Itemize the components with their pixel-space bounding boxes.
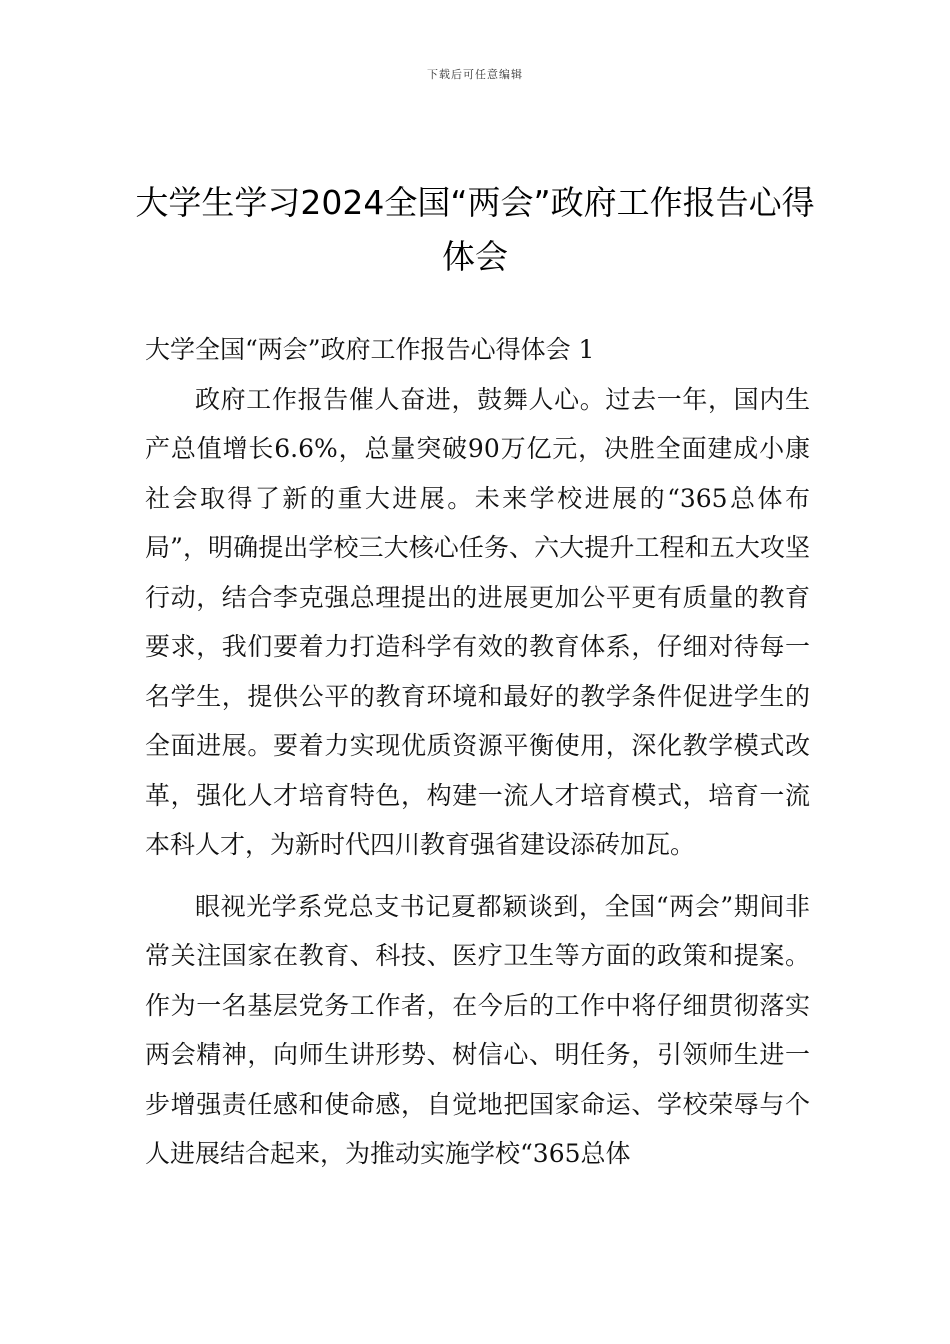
document-title: 大学生学习2024全国“两会”政府工作报告心得体会 xyxy=(135,183,815,276)
header-note: 下载后可任意编辑 xyxy=(427,68,523,81)
section-heading: 大学全国“两会”政府工作报告心得体会 1 xyxy=(145,335,595,364)
paragraph: 眼视光学系党总支书记夏都颖谈到，全国“两会”期间非常关注国家在教育、科技、医疗卫生等方面的政策和提案。作为一名基层党务工作者，在今后的工作中将仔细贯彻落实两会精神，向师生讲形势、树信心、明任务，引领师生进一步增强责任感和使命感，自觉地把国家命运、学校荣辱与个人进展结合起来，为推动实施学校“365总体 xyxy=(145,891,810,1168)
paragraph: 政府工作报告催人奋进，鼓舞人心。过去一年，国内生产总值增长6.6%，总量突破90万亿元，决胜全面建成小康社会取得了新的重大进展。未来学校进展的“365总体布局”，明确提出学校三大核心任务、六大提升工程和五大攻坚行动，结合李克强总理提出的进展更加公平更有质量的教育要求，我们要着力打造科学有效的教育体系，仔细对待每一名学生，提供公平的教育环境和最好的教学条件促进学生的全面进展。要着力实现优质资源平衡使用，深化教学模式改革，强化人才培育特色，构建一流人才培育模式，培育一流本科人才，为新时代四川教育强省建设添砖加瓦。 xyxy=(145,384,811,859)
document-body xyxy=(145,325,810,1179)
